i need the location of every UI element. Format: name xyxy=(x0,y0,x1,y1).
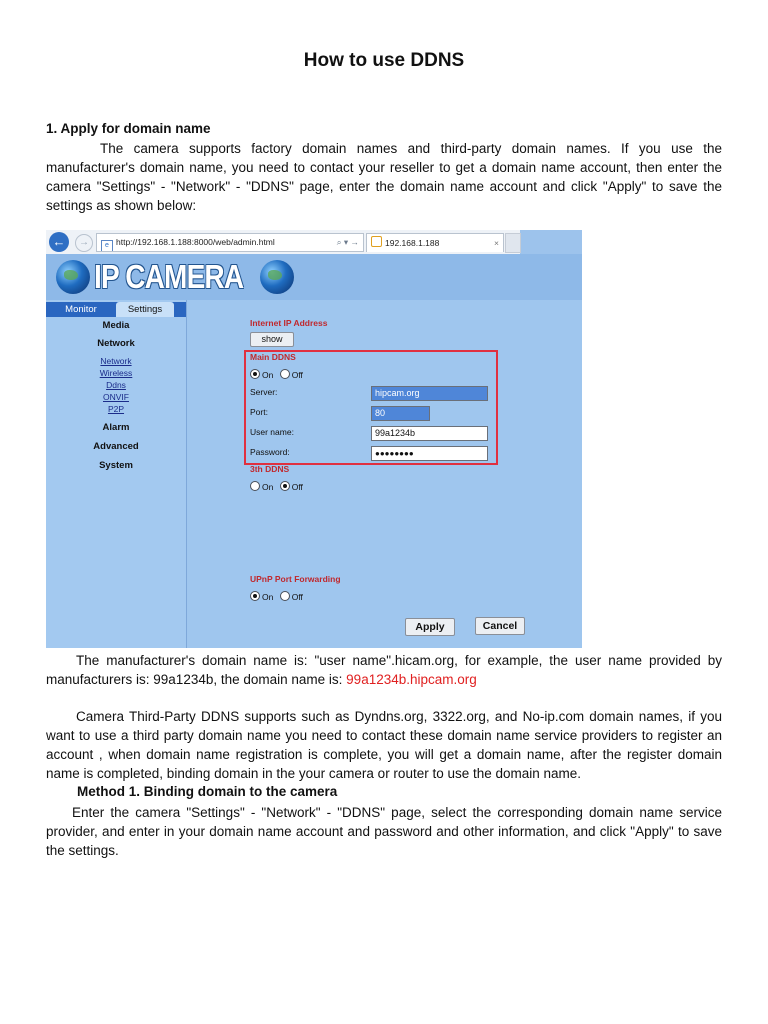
upnp-off-radio[interactable] xyxy=(280,591,290,601)
third-ddns-label: 3th DDNS xyxy=(250,464,290,474)
third-ddns-off-label: Off xyxy=(291,482,303,492)
camera-banner xyxy=(46,254,582,300)
camera-admin-screenshot xyxy=(46,230,582,648)
menu-network[interactable]: Network xyxy=(97,338,135,349)
upnp-label: UPnP Port Forwarding xyxy=(250,574,341,584)
back-arrow-icon[interactable]: ← xyxy=(49,232,69,252)
tab-settings[interactable]: Settings xyxy=(116,302,174,317)
submenu-wireless[interactable]: Wireless xyxy=(99,368,133,378)
upnp-on-label: On xyxy=(262,592,274,602)
main-ddns-on-label: On xyxy=(262,370,274,380)
submenu-network[interactable]: Network xyxy=(100,356,132,366)
address-tools-icon[interactable]: ⌕ ▾ → xyxy=(336,237,359,247)
settings-sidebar xyxy=(46,300,187,648)
sidebar-tabs xyxy=(46,302,186,317)
menu-alarm[interactable]: Alarm xyxy=(102,422,130,433)
domain-example-text: The manufacturer's domain name is: "user name".hicam.org, for example, the user name provided by manufacturers is: 99a1234b, the domain name is: xyxy=(46,653,722,687)
browser-toolbar xyxy=(46,230,520,255)
port-input[interactable]: 80 xyxy=(371,406,430,421)
menu-system[interactable]: System xyxy=(99,460,133,471)
page-title: How to use DDNS xyxy=(303,50,465,71)
username-input[interactable]: 99a1234b xyxy=(371,426,488,441)
password-input[interactable]: ●●●●●●●● xyxy=(371,446,488,461)
main-ddns-toggle xyxy=(250,369,303,380)
section-apply-body xyxy=(46,139,722,215)
menu-media[interactable]: Media xyxy=(102,320,130,331)
server-input[interactable]: hipcam.org xyxy=(371,386,488,401)
upnp-off-label: Off xyxy=(291,592,303,602)
main-ddns-on-radio[interactable] xyxy=(250,369,260,379)
domain-example-paragraph xyxy=(46,651,722,689)
globe-icon xyxy=(56,260,90,294)
domain-example-highlight: 99a1234b.hipcam.org xyxy=(346,672,477,687)
submenu-p2p[interactable]: P2P xyxy=(107,404,125,414)
upnp-on-radio[interactable] xyxy=(250,591,260,601)
server-label: Server: xyxy=(250,387,278,397)
method1-text: Enter the camera "Settings" - "Network" - "DDNS" page, select the corresponding domain name service provider, and enter in your domain name account and password and other information, and click "Apply" to save the settings. xyxy=(46,805,722,858)
ddns-settings-panel xyxy=(187,300,582,648)
port-label: Port: xyxy=(250,407,268,417)
page-icon: e xyxy=(101,240,113,252)
password-label: Password: xyxy=(250,447,290,457)
apply-button[interactable]: Apply xyxy=(405,618,455,636)
main-ddns-label: Main DDNS xyxy=(250,352,296,362)
address-url: http://192.168.1.188:8000/web/admin.html xyxy=(116,237,275,247)
tab-favicon-icon xyxy=(371,236,382,247)
internet-ip-label: Internet IP Address xyxy=(250,318,328,328)
third-ddns-off-radio[interactable] xyxy=(280,481,290,491)
upnp-toggle xyxy=(250,591,303,602)
browser-tab[interactable] xyxy=(366,233,504,252)
cancel-button[interactable]: Cancel xyxy=(475,617,525,635)
third-party-text: Camera Third-Party DDNS supports such as Dyndns.org, 3322.org, and No-ip.com domain names, if you want to use a third party domain name you need to contact these domain name service providers to register an account , when domain name registration is complete, you will get a domain name, after the register domain name is completed, binding domain in the your camera or router to use the domain name. xyxy=(46,709,722,781)
new-tab-button[interactable] xyxy=(505,233,521,253)
main-ddns-off-label: Off xyxy=(291,370,303,380)
globe-icon-right xyxy=(260,260,294,294)
main-ddns-off-radio[interactable] xyxy=(280,369,290,379)
address-bar[interactable] xyxy=(96,233,364,252)
submenu-onvif[interactable]: ONVIF xyxy=(103,392,129,402)
tab-title: 192.168.1.188 xyxy=(385,238,440,248)
show-ip-button[interactable]: show xyxy=(250,332,294,347)
third-ddns-on-label: On xyxy=(262,482,274,492)
menu-advanced[interactable]: Advanced xyxy=(93,441,139,452)
section-apply-text: The camera supports factory domain names and third-party domain names. If you use the manufacturer's domain name, you need to contact your reseller to get a domain name account, then enter the camera "Settings" - "Network" - "DDNS" page, enter the domain name account and click "Apply" to save the settings as shown below: xyxy=(46,141,722,213)
brand-logo-text: IP CAMERA xyxy=(94,258,244,295)
tab-close-icon[interactable]: × xyxy=(494,238,499,248)
tab-monitor[interactable]: Monitor xyxy=(65,304,97,315)
submenu-ddns[interactable]: Ddns xyxy=(106,380,126,390)
method1-heading: Method 1. Binding domain to the camera xyxy=(77,784,338,799)
third-party-paragraph xyxy=(46,707,722,783)
third-ddns-toggle xyxy=(250,481,303,492)
username-label: User name: xyxy=(250,427,294,437)
method1-paragraph xyxy=(46,803,722,860)
third-ddns-on-radio[interactable] xyxy=(250,481,260,491)
forward-arrow-icon[interactable]: → xyxy=(75,234,93,252)
section-heading-apply: 1. Apply for domain name xyxy=(46,121,211,136)
